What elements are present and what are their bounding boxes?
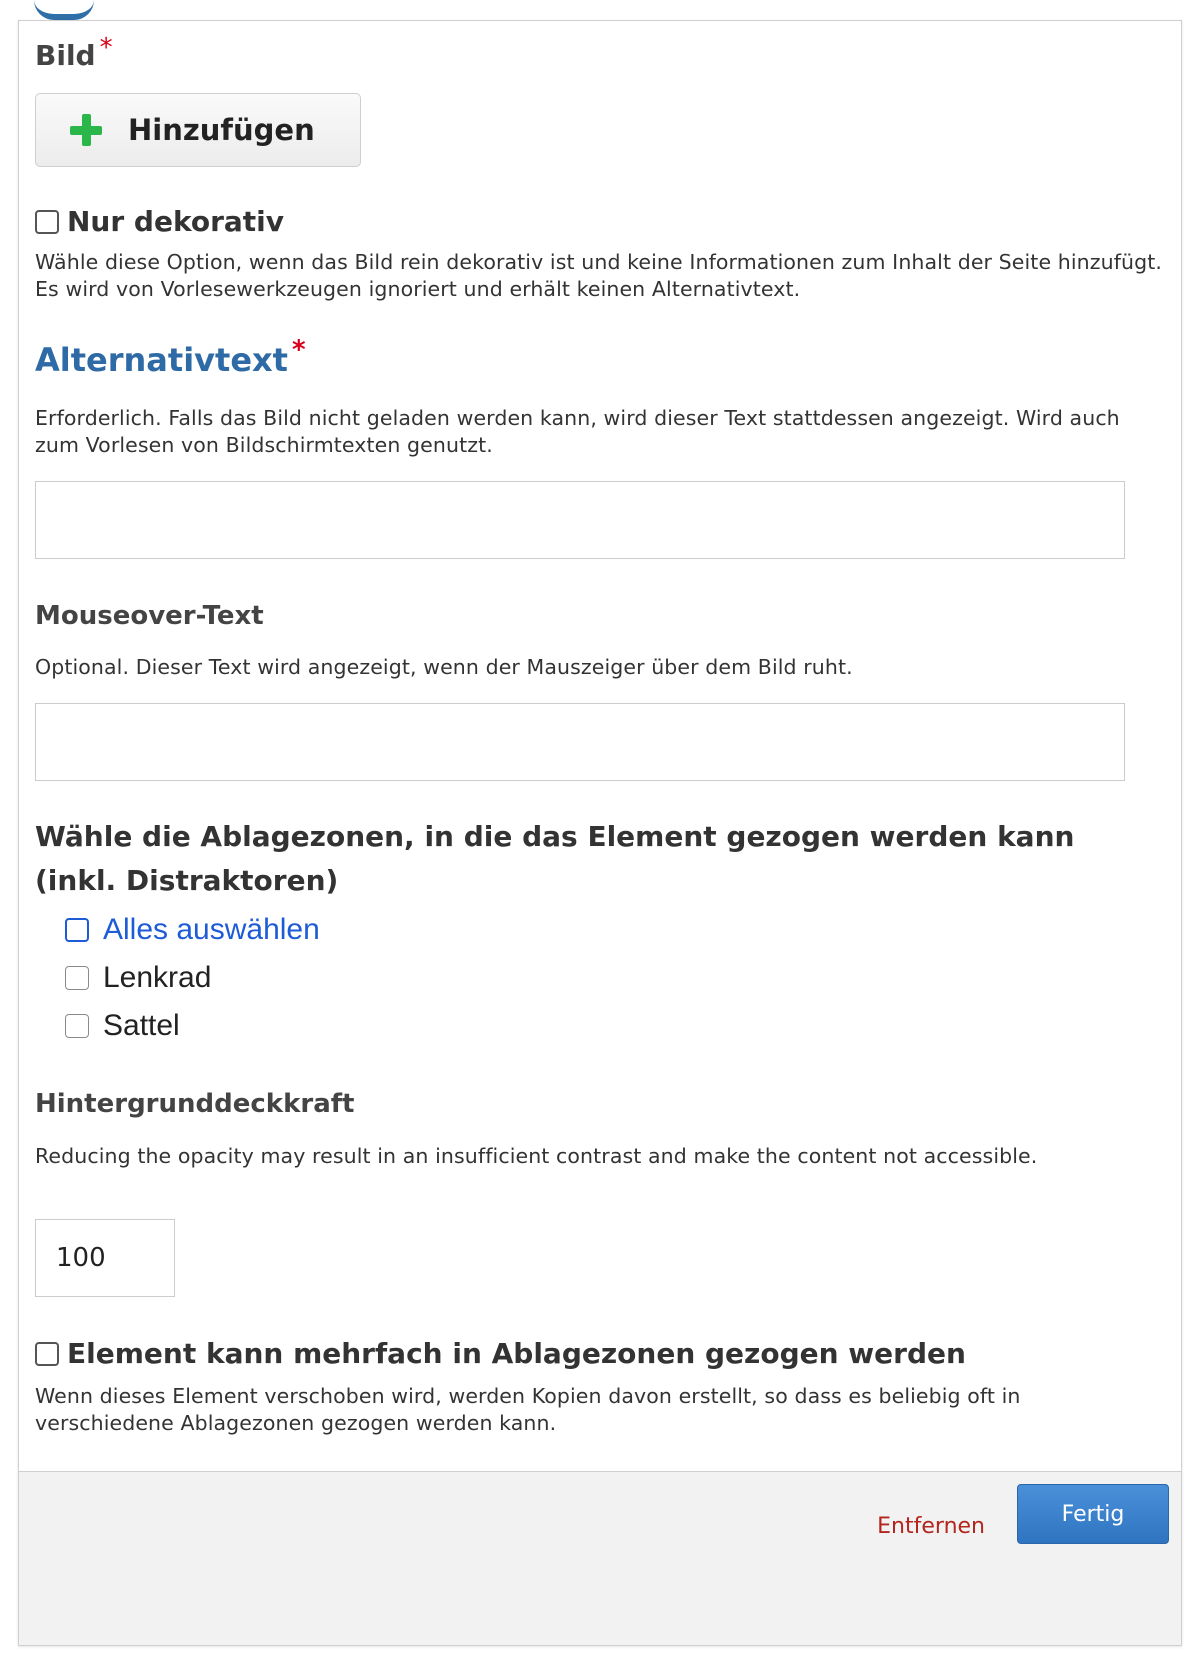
decorative-label: Nur dekorativ bbox=[67, 205, 284, 238]
opacity-description: Reducing the opacity may result in an insufficient contrast and make the content not accessible. bbox=[35, 1144, 1038, 1168]
plus-icon bbox=[70, 114, 102, 146]
multiple-label: Element kann mehrfach in Ablagezonen gezogen werden bbox=[67, 1337, 966, 1370]
mouseover-description: Optional. Dieser Text wird angezeigt, wenn der Mauszeiger über dem Bild ruht. bbox=[35, 655, 853, 679]
select-all-label[interactable]: Alles auswählen bbox=[103, 913, 320, 946]
select-all-option[interactable] bbox=[65, 913, 320, 947]
decorative-description: Wähle diese Option, wenn das Bild rein dekorativ ist und keine Informationen zum Inhalt der Seite hinzufügt. Es wird von Vorlesewerkzeugen ignoriert und erhält keinen Alternativtext. bbox=[35, 250, 1162, 301]
required-star: * bbox=[99, 33, 113, 63]
mouseover-label: Mouseover-Text bbox=[35, 601, 264, 631]
mouseover-input[interactable] bbox=[35, 703, 1125, 781]
panel-footer bbox=[19, 1471, 1181, 1645]
decorative-option bbox=[35, 205, 284, 238]
alt-text-label-row bbox=[35, 335, 306, 379]
opacity-input[interactable] bbox=[35, 1219, 175, 1297]
top-heading-fragment bbox=[34, 0, 94, 20]
add-image-button[interactable] bbox=[35, 93, 361, 167]
multiple-checkbox[interactable] bbox=[35, 1342, 59, 1366]
multiple-description: Wenn dieses Element verschoben wird, werden Kopien davon erstellt, so dass es beliebig oft in verschiedene Ablagezonen gezogen werden kann. bbox=[35, 1384, 1021, 1435]
add-image-button-label: Hinzufügen bbox=[128, 113, 315, 147]
dropzones-label: Wähle die Ablagezonen, in die das Element gezogen werden kann (inkl. Distraktoren) bbox=[35, 820, 1075, 897]
required-star: * bbox=[291, 335, 306, 365]
image-field-label: Bild bbox=[35, 39, 96, 72]
done-button[interactable]: Fertig bbox=[1017, 1484, 1169, 1544]
multiple-option bbox=[35, 1337, 966, 1370]
select-all-checkbox[interactable] bbox=[65, 918, 89, 942]
image-field-label-row bbox=[35, 33, 113, 72]
remove-button[interactable]: Entfernen bbox=[877, 1514, 985, 1539]
dropzone-checkbox[interactable] bbox=[65, 966, 89, 990]
dropzone-option-lenkrad[interactable] bbox=[65, 961, 211, 995]
dropzone-label: Sattel bbox=[103, 1009, 180, 1042]
dropzone-checkbox[interactable] bbox=[65, 1014, 89, 1038]
dropzone-option-sattel[interactable] bbox=[65, 1009, 180, 1043]
alt-text-description: Erforderlich. Falls das Bild nicht geladen werden kann, wird dieser Text stattdessen angezeigt. Wird auch zum Vorlesen von Bildschirmtexten genutzt. bbox=[35, 406, 1120, 457]
decorative-checkbox[interactable] bbox=[35, 210, 59, 234]
opacity-label: Hintergrunddeckkraft bbox=[35, 1089, 355, 1119]
alt-text-input[interactable] bbox=[35, 481, 1125, 559]
dropzone-label: Lenkrad bbox=[103, 961, 212, 994]
alt-text-label: Alternativtext bbox=[35, 341, 288, 379]
element-editor-panel bbox=[18, 20, 1182, 1646]
